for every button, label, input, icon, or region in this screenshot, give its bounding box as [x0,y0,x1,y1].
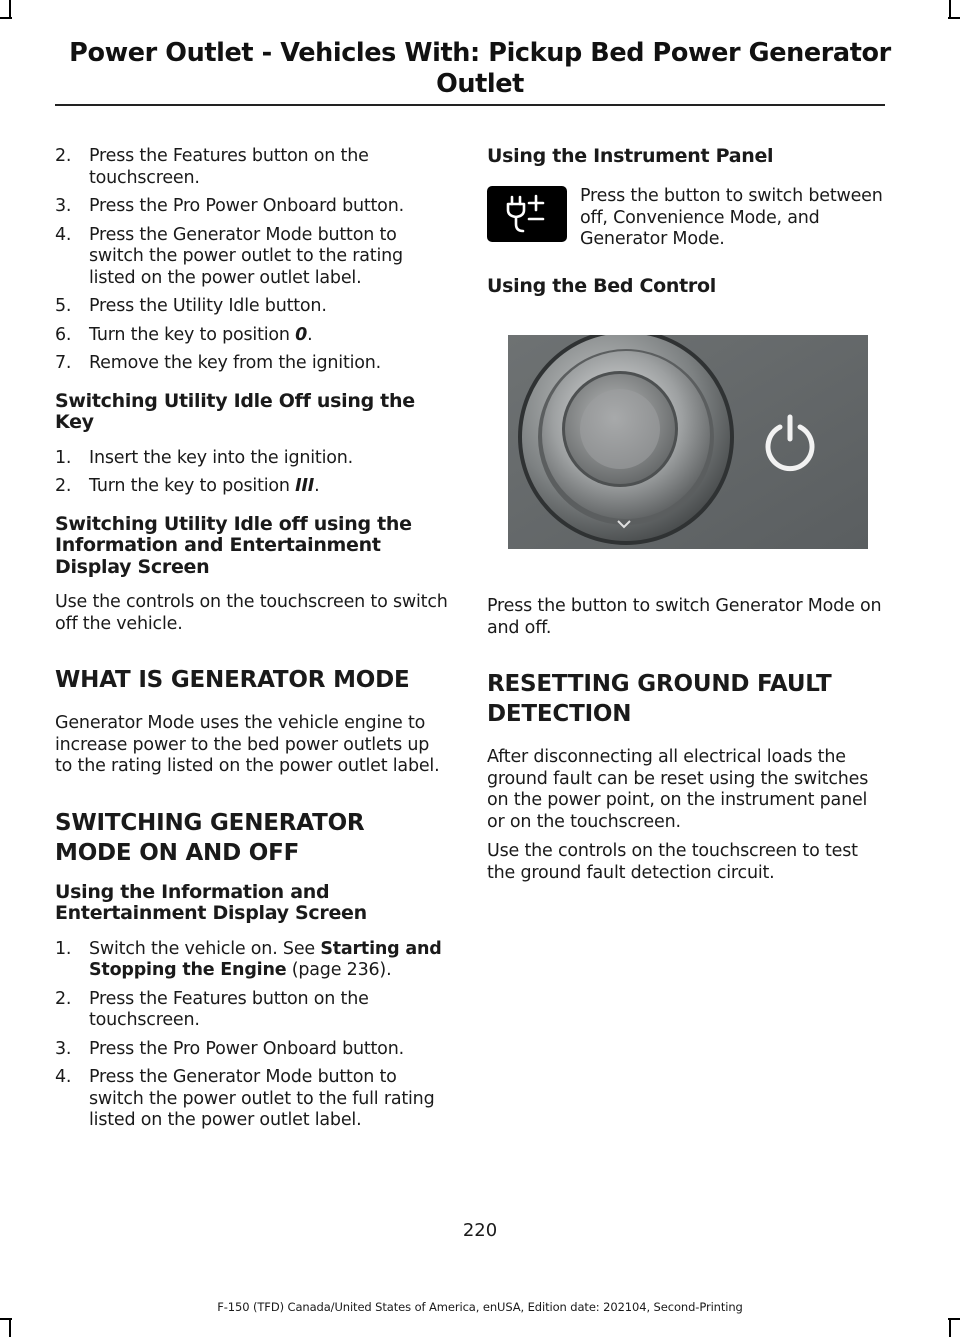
section-heading-line: SWITCHING GENERATOR [55,809,365,836]
list-text: Insert the key into the ignition. [89,447,354,468]
list-number: 2. [55,988,72,1009]
right-column [487,146,887,168]
page-title-line1: Power Outlet - Vehicles With: Pickup Bed Power Generator [69,38,891,68]
list-item [55,196,450,218]
section-heading-line: MODE ON AND OFF [55,839,300,866]
list-item [55,939,450,982]
right-column-lower [487,596,887,884]
power-outlet-plug-icon [487,186,567,242]
page-title-line2: Outlet [436,69,524,99]
list-text: Turn the key to position [89,324,296,345]
heading-bed-control: Using the Bed Control [487,275,716,297]
section-heading-what-is: WHAT IS GENERATOR MODE [55,667,410,693]
crop-mark [9,1318,11,1337]
list-number: 1. [55,938,72,959]
key-position-value: III [295,476,315,496]
list-text: Press the Generator Mode button to switch the power outlet to the rating listed on the power outlet label. [89,224,403,288]
list-item [55,1039,450,1061]
crop-mark [949,1318,951,1337]
list-number: 3. [55,1038,72,1059]
page-title [40,38,920,100]
crop-mark [9,0,11,18]
crop-mark [948,1318,960,1320]
crop-mark [948,17,960,19]
list-text: Press the Pro Power Onboard button. [89,1038,404,1059]
list-text: Press the Generator Mode button to switch the power outlet to the full rating listed on the power outlet label. [89,1067,435,1130]
heading-instrument-panel: Using the Instrument Panel [487,145,774,167]
list-item [55,146,450,189]
key-position-value: 0 [295,324,308,345]
list-number: 7. [55,353,72,373]
list-number: 2. [55,146,72,166]
list-text: Press the Features button on the touchscreen. [89,988,369,1030]
heading-using-display: Using the Information and Entertainment Display Screen [55,880,367,924]
crop-mark [0,1318,12,1320]
heading-display-off: Switching Utility Idle off using the Information and Entertainment Display Screen [55,512,412,578]
paragraph: Use the controls on the touchscreen to switch off the vehicle. [55,592,448,634]
list-item [55,225,450,290]
list-item [55,353,450,375]
list-text-end: . [314,476,320,496]
paragraph: Press the button to switch between off, Convenience Mode, and Generator Mode. [580,186,883,249]
steps-list-b [55,448,450,498]
section-heading-switching [55,808,450,868]
title-divider [55,104,885,106]
right-column-bed [487,276,887,298]
list-item [55,1067,450,1132]
list-text: Press the Utility Idle button. [89,296,327,316]
list-item [55,476,450,498]
list-item [55,448,450,470]
section-heading-line: DETECTION [487,701,632,727]
list-number: 2. [55,476,72,496]
paragraph: Generator Mode uses the vehicle engine to increase power to the bed power outlets up to the rating listed on the power outlet label. [55,713,440,776]
crop-mark [949,0,951,18]
list-number: 6. [55,324,72,345]
paragraph: After disconnecting all electrical loads the ground fault can be reset using the switches on the power point, on the instrument panel or on the touchscreen. [487,747,869,832]
list-number: 3. [55,196,72,216]
instrument-panel-description [580,186,885,251]
list-text: Turn the key to position [89,476,296,496]
paragraph: Use the controls on the touchscreen to test the ground fault detection circuit. [487,841,858,883]
paragraph: Press the button to switch Generator Mode on and off. [487,596,882,638]
steps-list-a [55,146,450,375]
section-heading-resetting [487,669,887,729]
page-number: 220 [462,1220,498,1241]
left-column [55,146,450,1139]
heading-key-off: Switching Utility Idle Off using the Key [55,389,415,433]
bed-control-power-knob [508,335,868,549]
list-text: Remove the key from the ignition. [89,353,382,373]
list-text: Press the Pro Power Onboard button. [89,196,404,216]
cross-reference-link[interactable]: Starting and Stopping the Engine [89,938,442,980]
list-text: Press the Features button on the touchscreen. [89,146,369,188]
list-number: 4. [55,224,72,245]
edition-footer: F-150 (TFD) Canada/United States of America, enUSA, Edition date: 202104, Second-Printing [217,1300,743,1314]
list-item [55,325,450,347]
list-text: Switch the vehicle on. See [89,938,321,959]
section-heading-line: RESETTING GROUND FAULT [487,671,832,697]
list-number: 5. [55,296,72,316]
list-number: 4. [55,1067,72,1087]
plug-symbol [487,186,567,242]
bed-control-image [508,335,868,549]
list-item [55,989,450,1032]
steps-list-c [55,939,450,1132]
list-number: 1. [55,447,72,468]
list-text-end: . [307,324,313,345]
crop-mark [0,17,12,19]
list-text-end: (page 236). [286,960,392,980]
list-item [55,296,450,318]
